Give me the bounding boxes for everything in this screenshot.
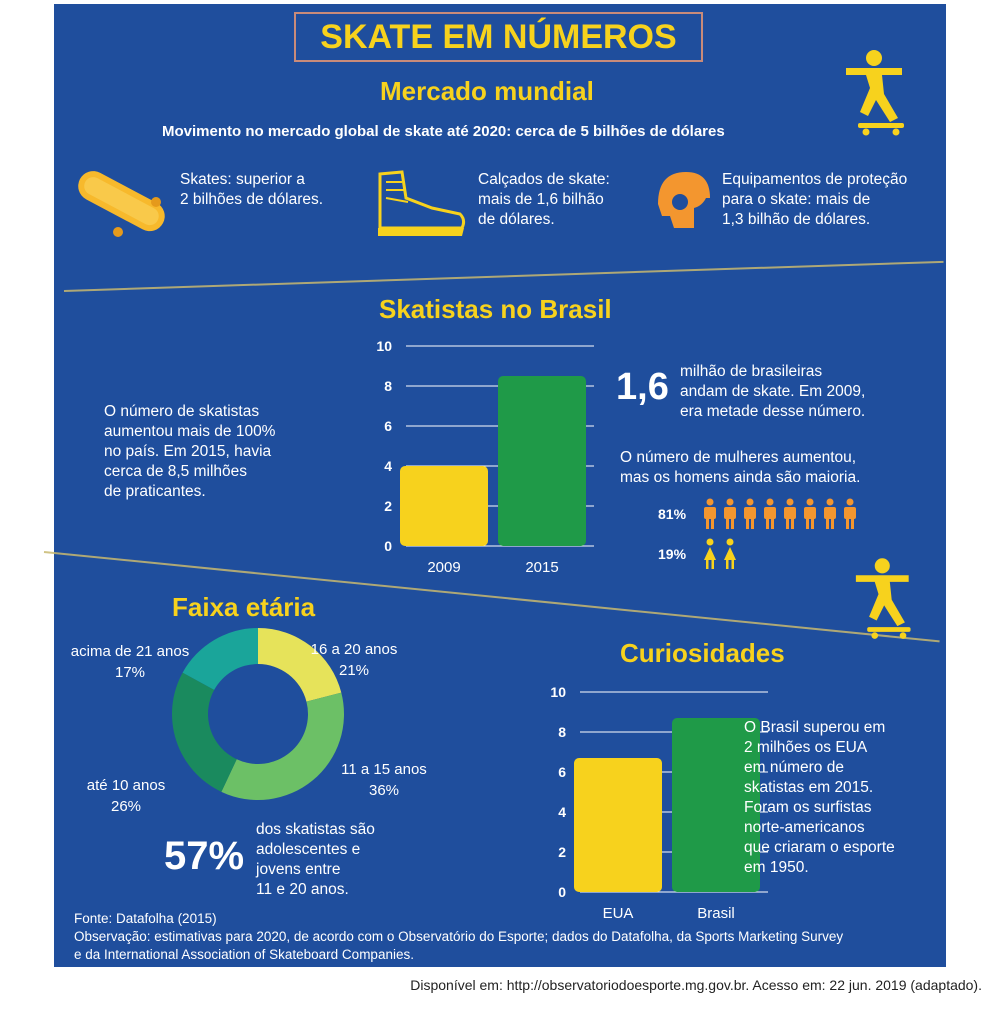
text-line: que criaram o esporte <box>744 839 895 856</box>
section-divider <box>64 261 944 292</box>
y-tick-label: 10 <box>376 338 392 354</box>
brasil-bar-chart <box>314 330 559 580</box>
donut-slice <box>172 673 237 792</box>
text-line: mas os homens ainda são maioria. <box>620 469 861 486</box>
slice-value-label: 17% <box>114 664 146 681</box>
bar-2009 <box>400 466 488 546</box>
text-line: O número de skatistas <box>104 403 260 420</box>
text-line: 2 milhões os EUA <box>744 739 868 756</box>
slice-value-label: 36% <box>368 782 400 799</box>
faixa-text <box>256 820 375 900</box>
women-percent: 19% <box>658 546 687 562</box>
text-line: O Brasil superou em <box>744 719 886 736</box>
y-tick-label: 8 <box>558 724 566 740</box>
curiosidades-text <box>744 718 895 878</box>
slice-label: 16 a 20 anos <box>310 641 398 658</box>
brasil-text <box>104 402 275 502</box>
skater-icon <box>844 44 914 136</box>
y-tick-label: 10 <box>550 684 566 700</box>
x-tick-label: Brasil <box>697 905 735 922</box>
text-line: Skates: superior a <box>180 171 305 188</box>
text-line: 2 bilhões de dólares. <box>180 191 324 208</box>
y-tick-label: 8 <box>384 378 392 394</box>
y-tick-label: 0 <box>384 538 392 554</box>
text-line: no país. Em 2015, havia <box>104 443 272 460</box>
text-line: O número de mulheres aumentou, <box>620 449 857 466</box>
gender-text <box>620 448 860 488</box>
donut-slice <box>258 628 341 702</box>
women-icons <box>702 538 738 570</box>
text-line: skatistas em 2015. <box>744 779 874 796</box>
curiosidades-bar-chart <box>488 676 748 926</box>
woman-icon <box>722 538 738 570</box>
woman-icon <box>702 538 718 570</box>
text-line: era metade desse número. <box>680 403 866 420</box>
text-line: para o skate: mais de <box>722 191 871 208</box>
text-line: Equipamentos de proteção <box>722 171 908 188</box>
text-line: adolescentes e <box>256 841 361 858</box>
text-line: 1,3 bilhão de dólares. <box>722 211 871 228</box>
y-tick-label: 2 <box>384 498 392 514</box>
bar-2015 <box>498 376 586 546</box>
women-big-number: 1,6 <box>616 366 669 408</box>
page-title: SKATE EM NÚMEROS <box>294 12 703 62</box>
slice-label: até 10 anos <box>86 777 166 794</box>
text-line: em número de <box>744 759 844 776</box>
man-icon <box>802 498 818 530</box>
x-tick-label: 2015 <box>525 559 559 576</box>
bar-EUA <box>574 758 662 892</box>
x-tick-label: 2009 <box>427 559 461 576</box>
footer-fonte: Fonte: Datafolha (2015) <box>74 911 217 926</box>
text-line: 11 e 20 anos. <box>256 881 349 898</box>
y-tick-label: 6 <box>384 418 392 434</box>
text-line: em 1950. <box>744 859 809 876</box>
women-text <box>680 362 865 422</box>
man-icon <box>742 498 758 530</box>
sneaker-icon <box>372 168 468 240</box>
mercado-item-equipamentos <box>722 170 907 230</box>
mercado-item-calcados <box>478 170 610 230</box>
text-line: aumentou mais de 100% <box>104 423 276 440</box>
man-icon <box>782 498 798 530</box>
y-tick-label: 6 <box>558 764 566 780</box>
text-line: mais de 1,6 bilhão <box>478 191 604 208</box>
faixa-heading: Faixa etária <box>172 592 316 622</box>
text-line: jovens entre <box>256 861 341 878</box>
man-icon <box>762 498 778 530</box>
footer-observacao: e da International Association of Skateboard Companies. <box>74 947 414 962</box>
age-donut-chart <box>54 624 474 824</box>
skateboard-icon <box>68 164 174 240</box>
footer <box>74 910 843 964</box>
slice-value-label: 21% <box>338 662 370 679</box>
y-tick-label: 4 <box>384 458 392 474</box>
y-tick-label: 2 <box>558 844 566 860</box>
text-line: dos skatistas são <box>256 821 375 838</box>
y-tick-label: 4 <box>558 804 566 820</box>
text-line: cerca de 8,5 milhões <box>104 463 248 480</box>
brasil-heading: Skatistas no Brasil <box>379 294 612 324</box>
text-line: de praticantes. <box>104 483 206 500</box>
text-line: Calçados de skate: <box>478 171 610 188</box>
mercado-subtitle: Movimento no mercado global de skate até 2020: cerca de 5 bilhões de dólares <box>162 123 725 140</box>
slice-value-label: 26% <box>110 798 142 815</box>
man-icon <box>842 498 858 530</box>
curiosidades-heading: Curiosidades <box>620 638 785 668</box>
slice-label: acima de 21 anos <box>70 643 190 660</box>
men-icons <box>702 498 858 530</box>
man-icon <box>822 498 838 530</box>
man-icon <box>702 498 718 530</box>
mercado-item-skates <box>180 170 323 210</box>
text-line: norte-americanos <box>744 819 865 836</box>
text-line: milhão de brasileiras <box>680 363 823 380</box>
text-line: andam de skate. Em 2009, <box>680 383 866 400</box>
donut-slice <box>221 693 344 800</box>
mercado-heading: Mercado mundial <box>380 76 594 106</box>
slice-label: 11 a 15 anos <box>341 761 427 778</box>
men-percent: 81% <box>658 506 687 522</box>
skater-icon <box>854 550 920 642</box>
text-line: Foram os surfistas <box>744 799 872 816</box>
infographic-poster <box>54 4 946 967</box>
text-line: de dólares. <box>478 211 555 228</box>
x-tick-label: EUA <box>602 905 634 922</box>
footer-observacao: Observação: estimativas para 2020, de acordo com o Observatório do Esporte; dados do Datafolha, da Sports Marketing Survey <box>74 929 844 944</box>
source-citation: Disponível em: http://observatoriodoesporte.mg.gov.br. Acesso em: 22 jun. 2019 (adaptado). <box>410 977 982 993</box>
man-icon <box>722 498 738 530</box>
faixa-big-number: 57% <box>164 834 245 878</box>
y-tick-label: 0 <box>558 884 566 900</box>
helmet-icon <box>654 168 714 240</box>
